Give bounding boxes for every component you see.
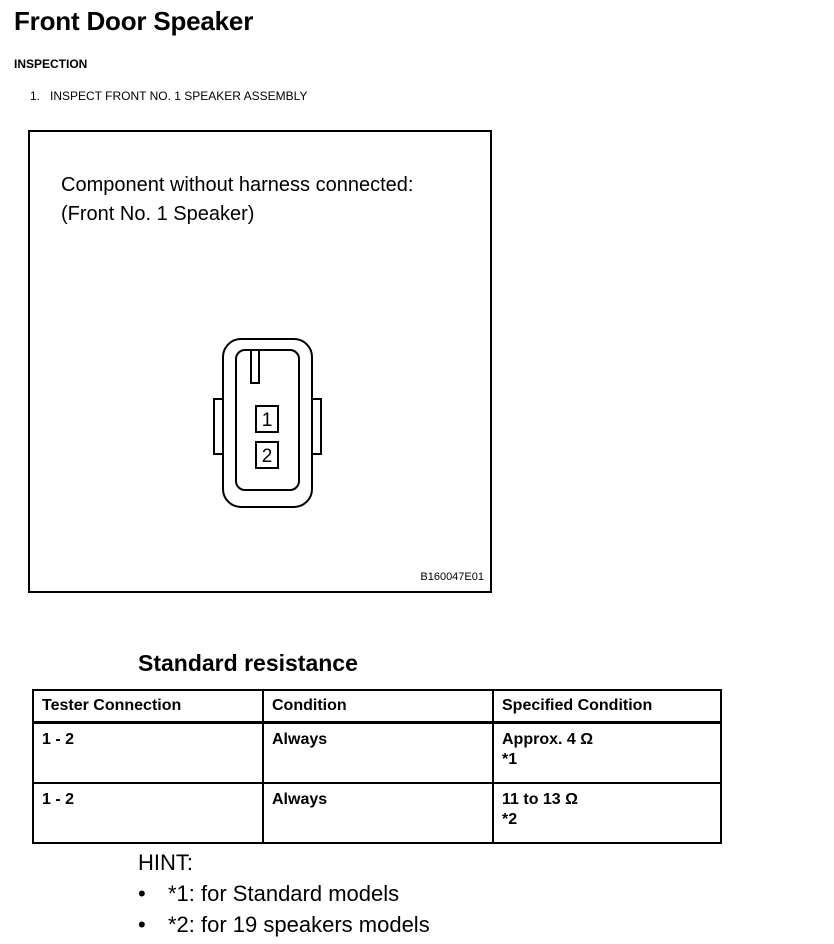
hint-title: HINT: bbox=[138, 850, 193, 875]
section-label: INSPECTION bbox=[14, 57, 88, 71]
header-condition: Condition bbox=[263, 690, 493, 723]
hint-item bbox=[138, 878, 430, 909]
cell-connection: 1 - 2 bbox=[33, 783, 263, 843]
table-row bbox=[33, 723, 721, 784]
bullet-icon: • bbox=[138, 912, 146, 937]
cell-connection: 1 - 2 bbox=[33, 723, 263, 784]
spec-note: *1 bbox=[502, 751, 518, 768]
figure-id: B160047E01 bbox=[420, 571, 484, 583]
spec-note: *2 bbox=[502, 811, 518, 828]
table-title: Standard resistance bbox=[138, 650, 358, 676]
cell-condition: Always bbox=[263, 783, 493, 843]
figure-caption-line1: Component without harness connected: bbox=[61, 174, 414, 196]
step-text: INSPECT FRONT NO. 1 SPEAKER ASSEMBLY bbox=[50, 89, 308, 103]
header-specified-condition: Specified Condition bbox=[493, 690, 721, 723]
step-number: 1. bbox=[30, 89, 41, 103]
hint-item-text: *2: for 19 speakers models bbox=[168, 912, 430, 937]
bullet-icon: • bbox=[138, 881, 146, 906]
inspection-step bbox=[30, 89, 307, 103]
cell-condition: Always bbox=[263, 723, 493, 784]
terminal-1-label: 1 bbox=[261, 410, 273, 431]
figure-caption-line2: (Front No. 1 Speaker) bbox=[61, 203, 255, 225]
header-tester-connection: Tester Connection bbox=[33, 690, 263, 723]
spec-value: Approx. 4 Ω bbox=[502, 731, 594, 748]
page-title: Front Door Speaker bbox=[14, 6, 254, 36]
connector-figure bbox=[28, 130, 492, 593]
cell-spec bbox=[493, 783, 721, 843]
connector-left-tab bbox=[214, 399, 223, 454]
terminal-2-label: 2 bbox=[261, 446, 273, 467]
table-row bbox=[33, 783, 721, 843]
hint-list bbox=[138, 878, 430, 940]
resistance-table bbox=[32, 689, 722, 844]
hint-item-text: *1: for Standard models bbox=[168, 881, 400, 906]
connector-right-tab bbox=[312, 399, 321, 454]
spec-value: 11 to 13 Ω bbox=[502, 791, 578, 808]
cell-spec bbox=[493, 723, 721, 784]
connector-drawing bbox=[30, 132, 490, 591]
hint-item bbox=[138, 909, 430, 940]
table-header-row bbox=[33, 690, 721, 723]
